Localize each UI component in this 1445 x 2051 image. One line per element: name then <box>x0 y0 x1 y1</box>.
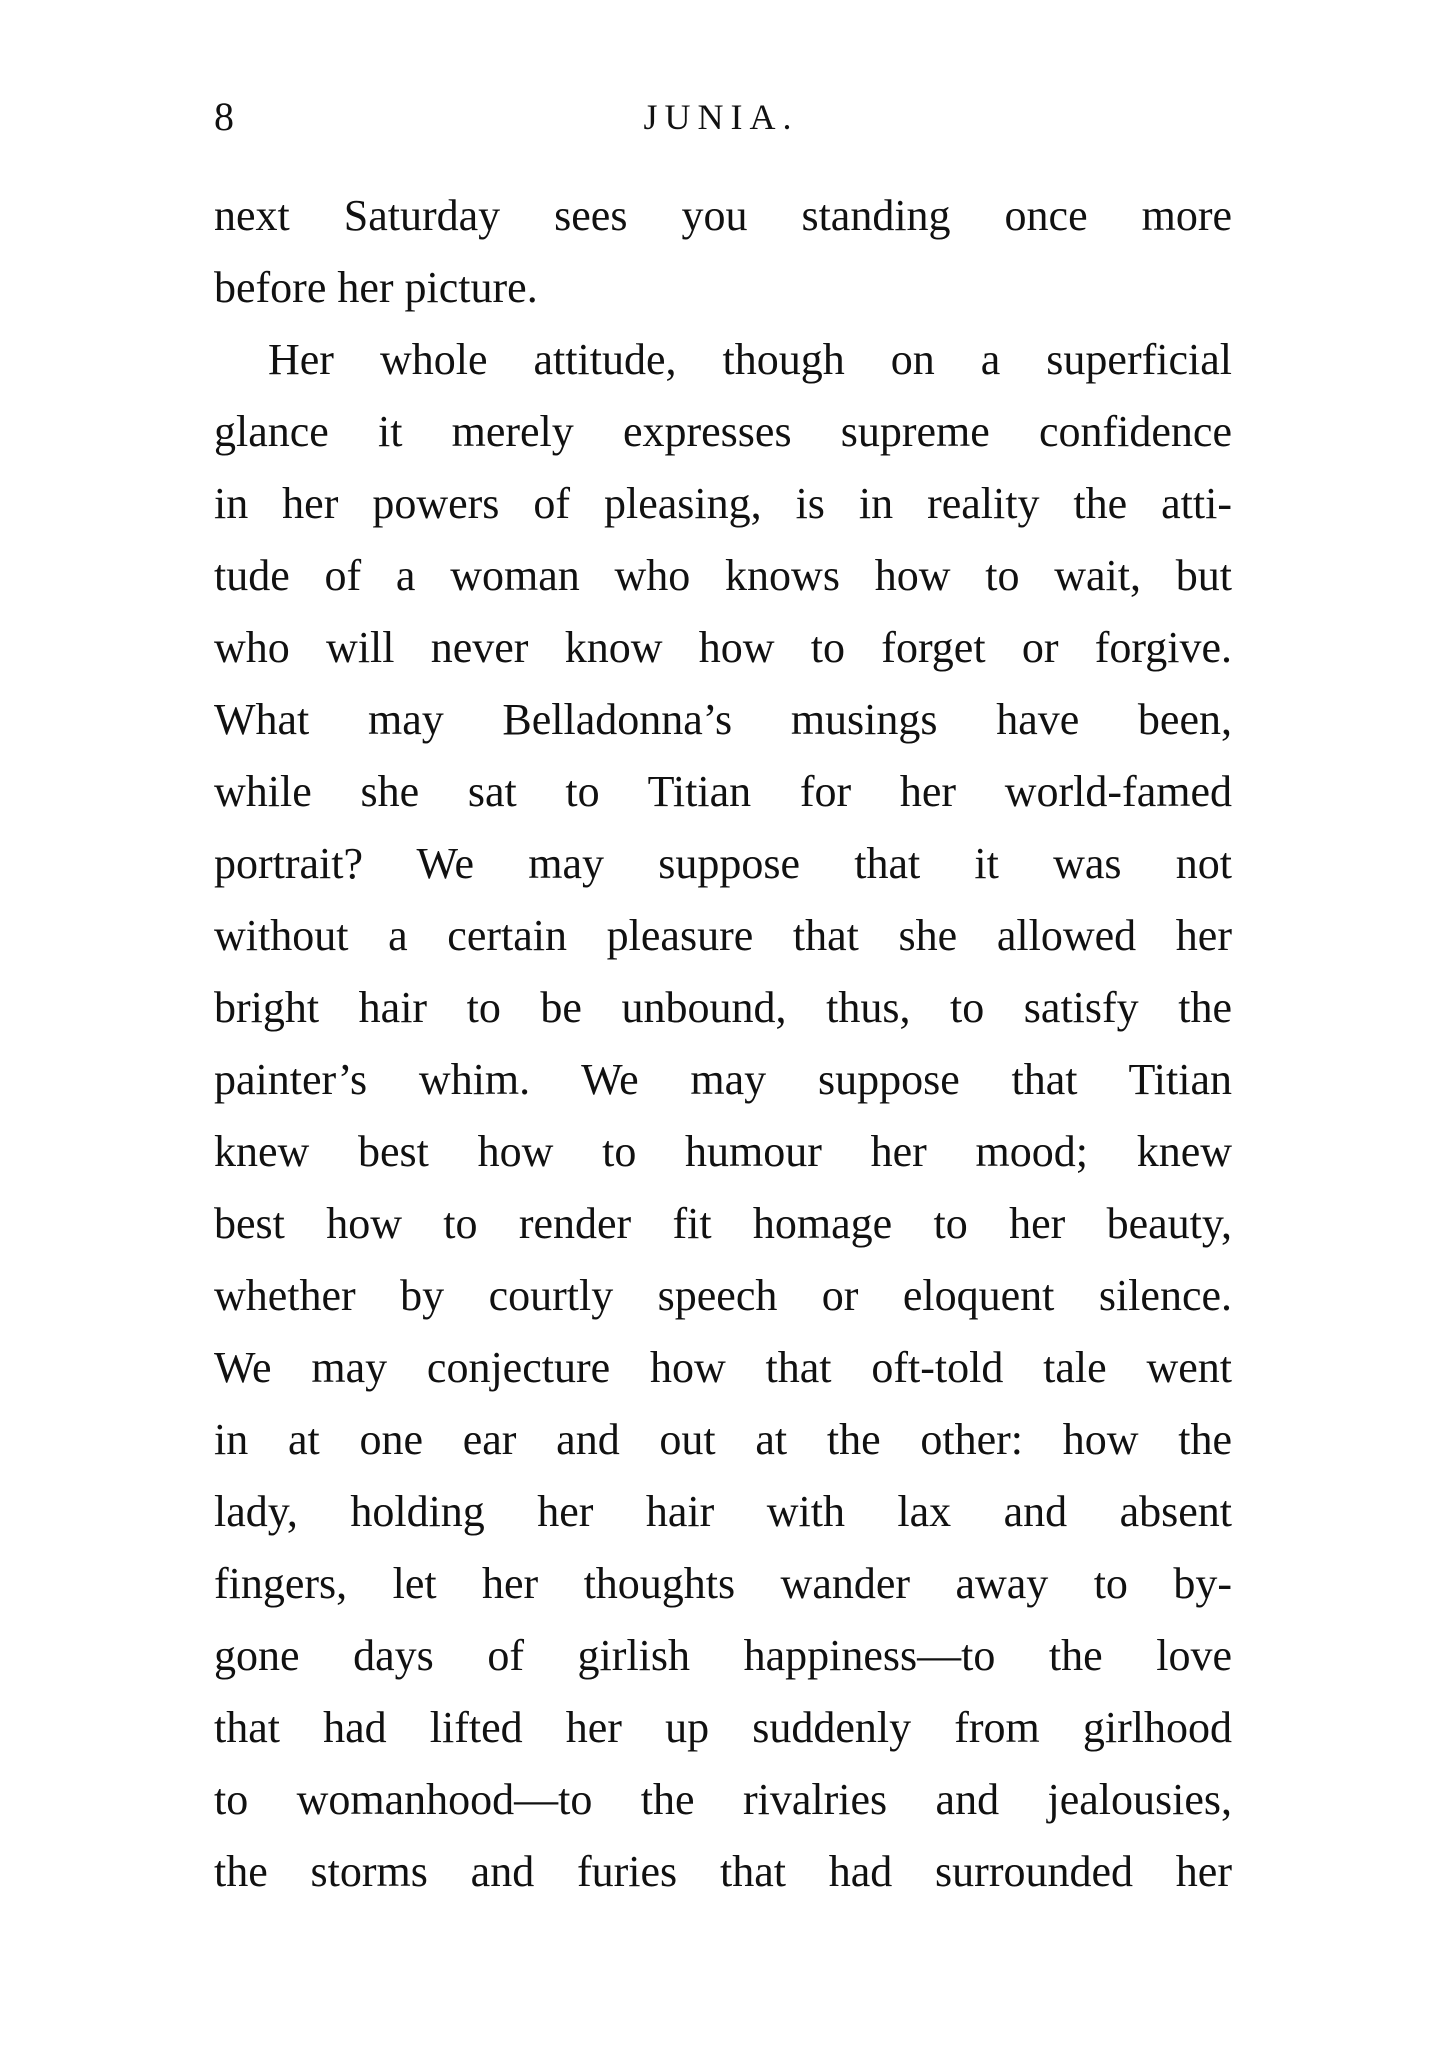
text-line: We may conjecture how that oft-told tale went <box>214 1343 1232 1392</box>
text-line: without a certain pleasure that she allowed her <box>214 911 1232 960</box>
text-line: that had lifted her up suddenly from girlhood <box>214 1703 1232 1752</box>
text-line: bright hair to be unbound, thus, to satisfy the <box>214 983 1232 1032</box>
text-line: in her powers of pleasing, is in reality the atti- <box>214 479 1232 528</box>
text-line: best how to render fit homage to her beauty, <box>214 1199 1232 1248</box>
page-header <box>212 92 1230 142</box>
text-line: before her picture. <box>214 263 538 312</box>
body-text <box>214 180 1232 1908</box>
text-line: fingers, let her thoughts wander away to by- <box>214 1559 1232 1608</box>
text-line: whether by courtly speech or eloquent silence. <box>214 1271 1232 1320</box>
text-line: the storms and furies that had surrounded her <box>214 1847 1232 1896</box>
text-line: next Saturday sees you standing once more <box>214 191 1232 240</box>
page-number: 8 <box>214 94 234 139</box>
text-line: portrait? We may suppose that it was not <box>214 839 1232 888</box>
text-line: painter’s whim. We may suppose that Titian <box>214 1055 1232 1104</box>
text-line: in at one ear and out at the other: how the <box>214 1415 1232 1464</box>
text-line: gone days of girlish happiness—to the love <box>214 1631 1232 1680</box>
text-line: who will never know how to forget or forgive. <box>214 623 1232 672</box>
text-line: glance it merely expresses supreme confidence <box>214 407 1232 456</box>
text-line: Her whole attitude, though on a superficial <box>268 335 1232 384</box>
text-line: tude of a woman who knows how to wait, but <box>214 551 1232 600</box>
running-title: JUNIA. <box>643 97 799 137</box>
text-line: while she sat to Titian for her world-famed <box>214 767 1232 816</box>
text-line: knew best how to humour her mood; knew <box>214 1127 1232 1176</box>
text-line: lady, holding her hair with lax and absent <box>214 1487 1232 1536</box>
text-line: to womanhood—to the rivalries and jealousies, <box>214 1775 1232 1824</box>
text-line: What may Belladonna’s musings have been, <box>214 695 1232 744</box>
